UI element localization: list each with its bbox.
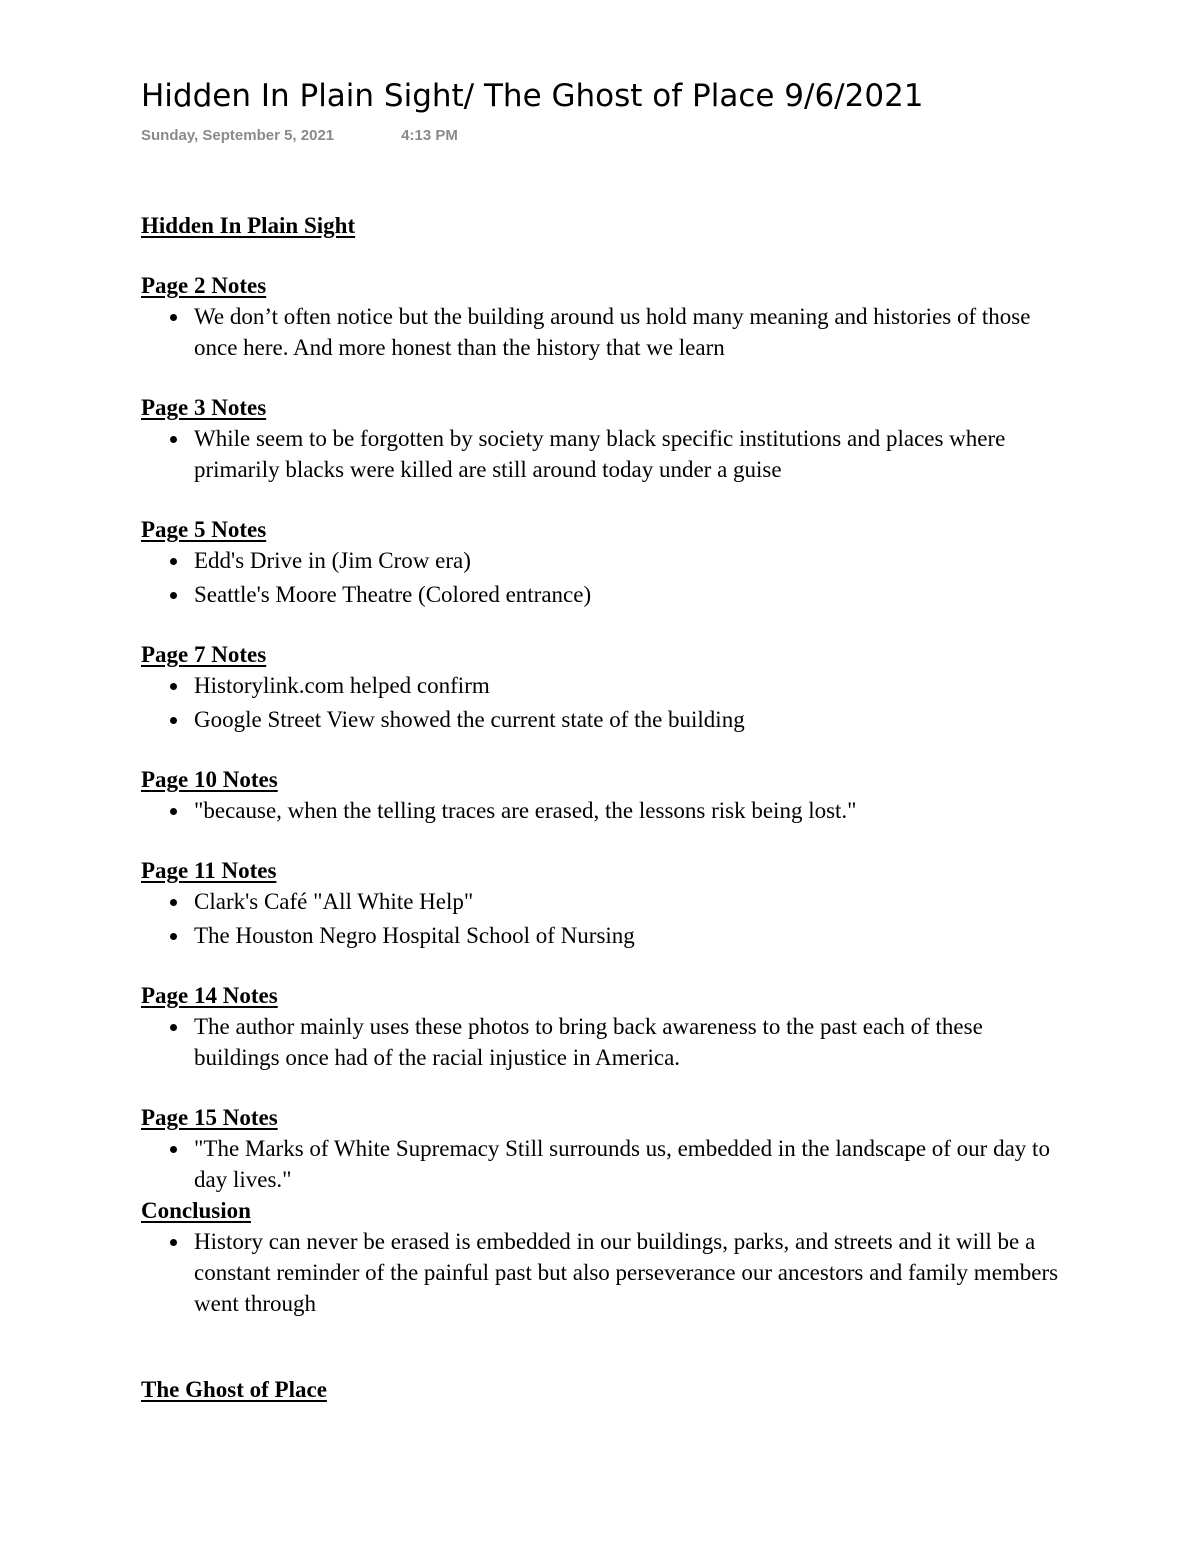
bullet-item: Historylink.com helped confirm [141, 670, 1061, 701]
section-heading: Page 15 Notes [141, 1105, 278, 1130]
bullet-item: We don’t often notice but the building around us hold many meaning and histories of those once here. And more honest than the history that we learn [141, 301, 1061, 363]
section-heading: Page 11 Notes [141, 858, 277, 883]
second-heading: The Ghost of Place [141, 1377, 327, 1402]
page-time: 4:13 PM [401, 127, 458, 144]
bullet-item: While seem to be forgotten by society many black specific institutions and places where primarily blacks were killed are still around today under a guise [141, 423, 1061, 485]
section-page-14 [141, 980, 1061, 1073]
section-heading: Conclusion [141, 1198, 251, 1223]
section-page-3 [141, 392, 1061, 485]
bullet-list [141, 1133, 1061, 1195]
bullet-item: "The Marks of White Supremacy Still surrounds us, embedded in the landscape of our day to day lives." [141, 1133, 1061, 1195]
bullet-list [141, 301, 1061, 363]
bullet-list [141, 1226, 1061, 1319]
page-meta [141, 127, 458, 144]
section-page-11 [141, 855, 1061, 951]
page-title: Hidden In Plain Sight/ The Ghost of Place 9/6/2021 [141, 78, 924, 114]
section-heading: Page 7 Notes [141, 642, 267, 667]
section-page-15 [141, 1102, 1061, 1195]
bullet-list [141, 795, 1061, 826]
section-page-2 [141, 270, 1061, 363]
bullet-item: The author mainly uses these photos to bring back awareness to the past each of these buildings once had of the racial injustice in America. [141, 1011, 1061, 1073]
section-heading: Page 5 Notes [141, 517, 267, 542]
bullet-item: Seattle's Moore Theatre (Colored entrance) [141, 579, 1061, 610]
main-heading: Hidden In Plain Sight [141, 213, 356, 238]
section-heading: Page 10 Notes [141, 767, 278, 792]
bullet-item: History can never be erased is embedded in our buildings, parks, and streets and it will be a constant reminder of the painful past but also perseverance our ancestors and family members went through [141, 1226, 1061, 1319]
section-page-10 [141, 764, 1061, 826]
bullet-item: "because, when the telling traces are erased, the lessons risk being lost." [141, 795, 1061, 826]
bullet-item: Edd's Drive in (Jim Crow era) [141, 545, 1061, 576]
page-date: Sunday, September 5, 2021 [141, 127, 335, 144]
bullet-list [141, 886, 1061, 951]
section-heading: Page 3 Notes [141, 395, 267, 420]
bullet-list [141, 670, 1061, 735]
bullet-item: The Houston Negro Hospital School of Nursing [141, 920, 1061, 951]
bullet-item: Clark's Café "All White Help" [141, 886, 1061, 917]
section-heading: Page 2 Notes [141, 273, 267, 298]
bullet-item: Google Street View showed the current state of the building [141, 704, 1061, 735]
bullet-list [141, 423, 1061, 485]
bullet-list [141, 1011, 1061, 1073]
section-heading: Page 14 Notes [141, 983, 278, 1008]
bullet-list [141, 545, 1061, 610]
note-content [141, 210, 1061, 1405]
section-page-5 [141, 514, 1061, 610]
section-page-7 [141, 639, 1061, 735]
section-conclusion [141, 1195, 1061, 1319]
